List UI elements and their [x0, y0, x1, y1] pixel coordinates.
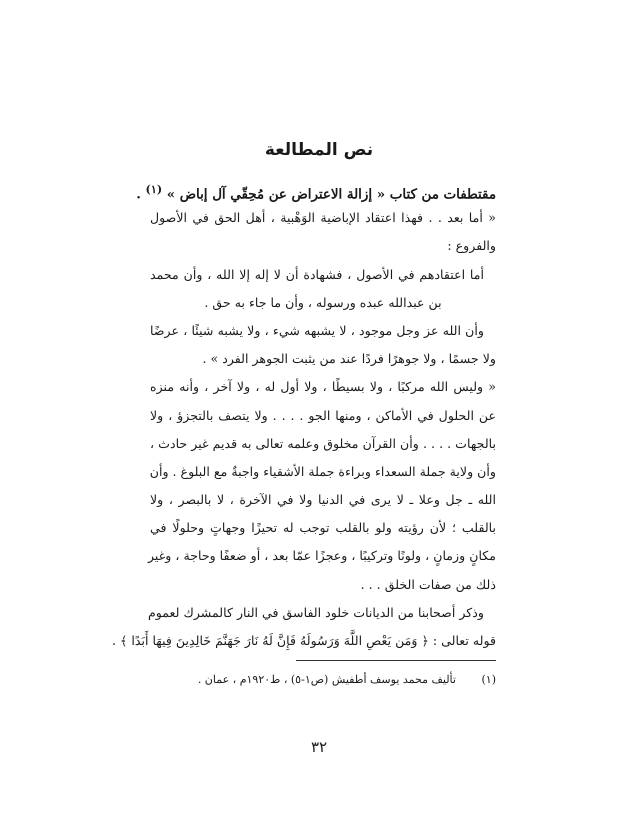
text-line-heading: مقتطفات من كتاب « إزالة الاعتراض عن مُحِقّي آل إباض » $^{(١)}$ .: [136, 183, 496, 203]
text-line: بالجهات . . . . وأن القرآن مخلوق وعلمه تعالى به قديم غير حادث ،: [150, 435, 496, 451]
text-line: وأن ولاية جملة السعداء وبراءة جملة الأشقياء واجبةٌ مع البلوغ . وأن: [149, 463, 496, 479]
text-line: وأن الله عز وجل موجود ، لا يشبهه شيء ، ولا يشبه شيئًا ، عرضًا: [150, 322, 484, 338]
text-line: الله ـ جل وعلا ـ لا يرى في الدنيا ولا في الآخرة ، لا بالبصر ، ولا: [150, 492, 496, 508]
text-line: بالقلب ؛ لأن رؤيته ولو بالقلب توجب له تحيزًا وجهاتٍ وحلولًا في: [150, 520, 496, 536]
text-line: ذلك من صفات الخلق . . .: [360, 576, 496, 592]
text-line-quran: قوله تعالى : ﴿ وَمَن يَعْصِ اللَّهَ وَرَسُولَهُ فَإِنَّ لَهُ نَارَ جَهَنَّمَ خَالِدِينَ فِيهَا أَبَدًا ﴾ .: [111, 633, 496, 648]
text-line: عن الحلول في الأماكن ، ومنها الجو . . . . ولا يتصف بالتجزؤ ، ولا: [150, 407, 496, 423]
text-line: أما اعتقادهم في الأصول ، فشهادة أن لا إله إلا الله ، وأن محمد: [150, 266, 484, 282]
footnote-text: تأليف محمد يوسف أطفيش (ص١-٥) ، ط١٩٢٠م ، عمان .: [197, 673, 456, 686]
text-line-content: مقتطفات من كتاب « إزالة الاعتراض عن مُحِقّي آل إباض »: [166, 186, 496, 203]
text-line: والفروع :: [447, 238, 496, 254]
text-line: « وليس الله مركبًا ، ولا بسيطًا ، ولا أول له ، ولا آخر ، وأنه منزه: [150, 379, 496, 395]
page-number: ٣٢: [310, 738, 328, 756]
footnote-marker: (١): [145, 183, 163, 196]
body-text: [111, 176, 496, 655]
page-title: نص المطالعة: [264, 140, 374, 160]
text-line: مكانٍ وزمانٍ ، ولونًا وتركيبًا ، وعجزًا عمّا بعد ، أو ضعفًا وحاجة ، وغير: [147, 548, 496, 564]
footnote-separator: [296, 660, 496, 661]
footnote: [150, 672, 496, 688]
text-line: « أما بعد . . فهذا اعتقاد الإباضية الوَهْبية ، أهل الحق في الأصول: [150, 210, 496, 226]
text-line: ولا جسمًا ، ولا جوهرًا فردًا عند من يثبت الجوهر الفرد » .: [202, 351, 496, 367]
text-line: وذكر أصحابنا من الديانات خلود الفاسق في النار كالمشرك لعموم: [147, 604, 484, 620]
text-line: بن عبدالله عبده ورسوله ، وأن ما جاء به حق .: [204, 294, 442, 310]
footnote-number: (١): [481, 673, 496, 686]
